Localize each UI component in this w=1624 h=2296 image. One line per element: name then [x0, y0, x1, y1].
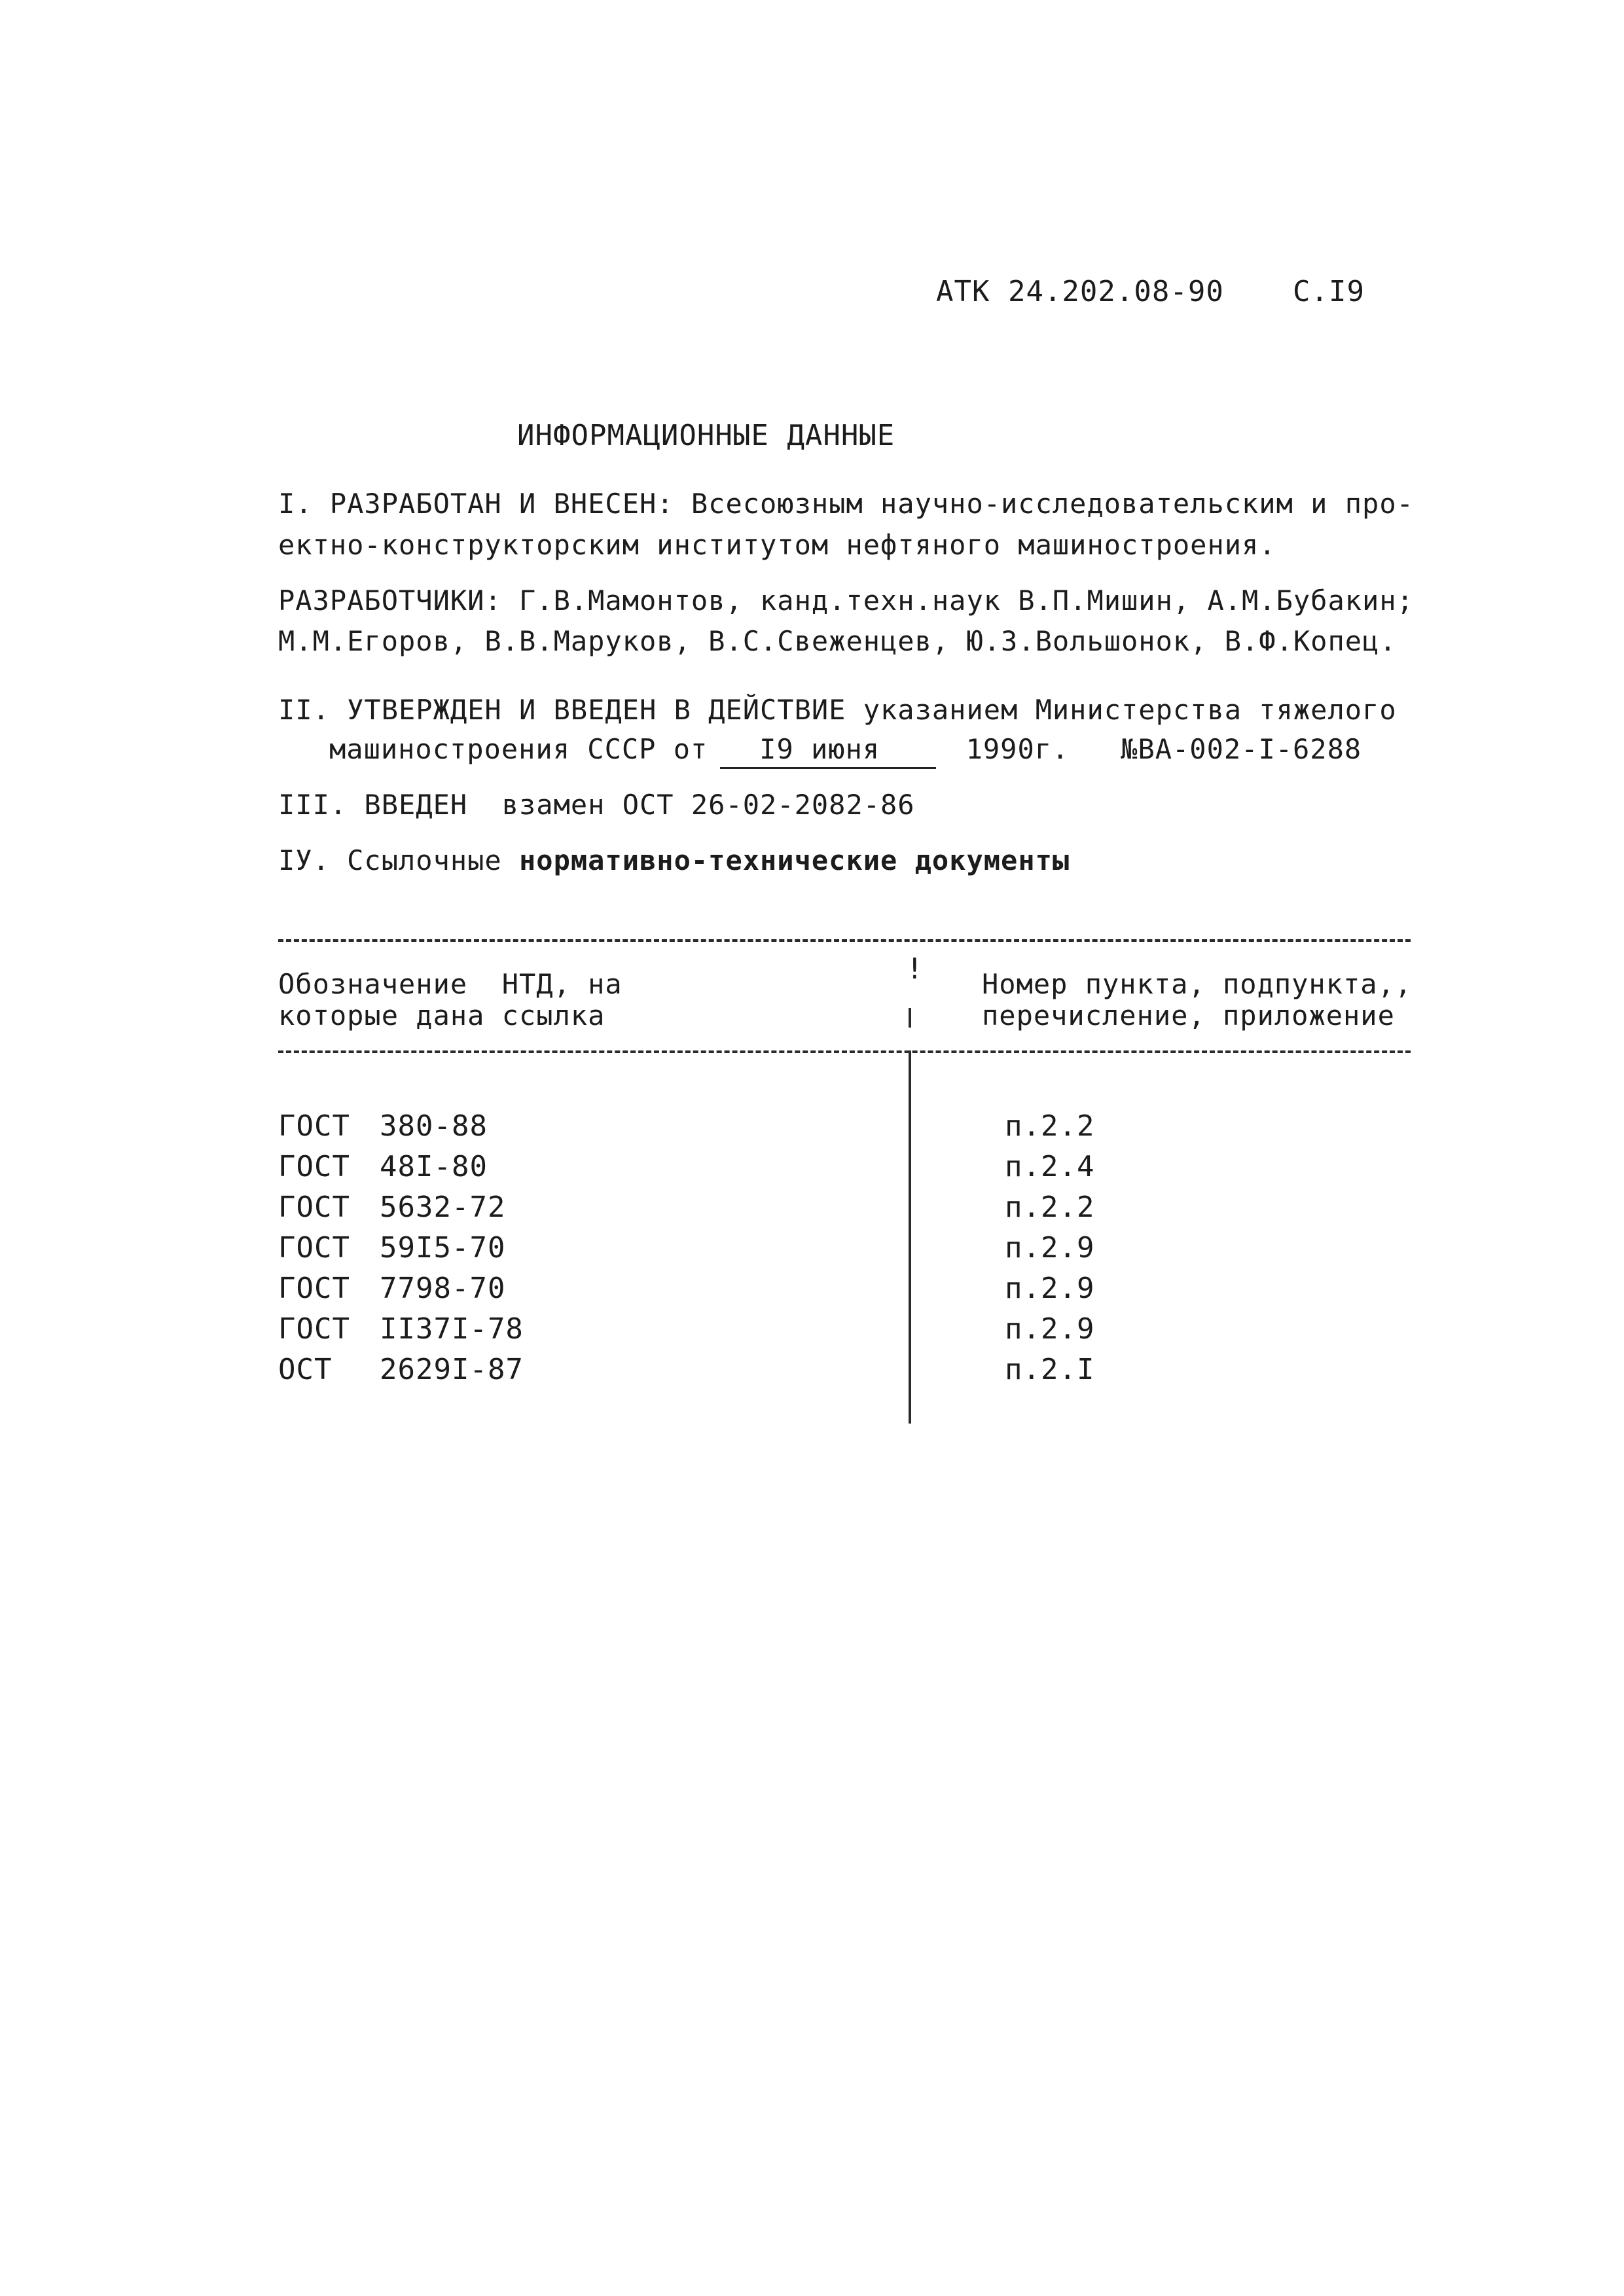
- column-divider-body: [909, 1050, 911, 1424]
- section4-prefix: IУ. Ссылочные: [278, 844, 520, 876]
- table-header-clause: Номер пункта, подпункта,, перечисление, приложение: [982, 968, 1413, 1031]
- section2-line1: II. УТВЕРЖДЕН И ВВЕДЕН В ДЕЙСТВИЕ указанием Министерства тяжелого: [278, 694, 1397, 726]
- row-doc-number: 7798-70: [380, 1272, 506, 1305]
- row-doc-type: ГОСТ: [278, 1231, 350, 1265]
- row-clause-ref: п.2.I: [1005, 1353, 1095, 1386]
- row-clause-ref: п.2.9: [1005, 1272, 1095, 1305]
- table-header-designation: Обозначение НТД, на которые дана ссылка: [278, 968, 623, 1031]
- row-doc-type: ОСТ: [278, 1353, 333, 1386]
- date-underline: [720, 767, 936, 769]
- row-doc-type: ГОСТ: [278, 1109, 350, 1143]
- page-number: С.I9: [1293, 275, 1365, 308]
- section4-line: [278, 844, 1070, 876]
- column-divider-header: [909, 1008, 911, 1028]
- section1-line2: ектно-конструкторским институтом нефтяного машиностроения.: [278, 529, 1276, 561]
- row-doc-type: ГОСТ: [278, 1150, 350, 1183]
- row-doc-number: 48I-80: [380, 1150, 488, 1183]
- row-doc-number: 2629I-87: [380, 1353, 524, 1386]
- table-header-rule: [278, 1050, 1411, 1053]
- developers-line2: М.М.Егоров, В.В.Маруков, В.С.Свеженцев, Ю.З.Вольшонок, В.Ф.Копец.: [278, 625, 1397, 657]
- developers-line1: РАЗРАБОТЧИКИ: Г.В.Мамонтов, канд.техн.наук В.П.Мишин, А.М.Бубакин;: [278, 584, 1414, 617]
- row-doc-number: 380-88: [380, 1109, 488, 1143]
- document-code: АТК 24.202.08-90: [936, 275, 1224, 308]
- section3-line: III. ВВЕДЕН взамен ОСТ 26-02-2082-86: [278, 789, 915, 821]
- section4-bold: нормативно-технические документы: [519, 844, 1070, 876]
- row-doc-type: ГОСТ: [278, 1272, 350, 1305]
- row-clause-ref: п.2.9: [1005, 1231, 1095, 1265]
- column-separator-mark: !: [906, 952, 924, 986]
- row-clause-ref: п.2.2: [1005, 1191, 1095, 1224]
- row-doc-number: 5632-72: [380, 1191, 506, 1224]
- row-clause-ref: п.2.4: [1005, 1150, 1095, 1183]
- page-title: ИНФОРМАЦИОННЫЕ ДАННЫЕ: [517, 419, 895, 452]
- section1-line1: I. РАЗРАБОТАН И ВНЕСЕН: Всесоюзным научно-исследовательским и про-: [278, 488, 1414, 520]
- row-doc-number: 59I5-70: [380, 1231, 506, 1265]
- row-doc-type: ГОСТ: [278, 1191, 350, 1224]
- row-doc-number: II37I-78: [380, 1312, 524, 1346]
- row-doc-type: ГОСТ: [278, 1312, 350, 1346]
- section2-line2: машиностроения СССР от I9 июня 1990г. №ВА-002-I-6288: [329, 733, 1362, 765]
- row-clause-ref: п.2.9: [1005, 1312, 1095, 1346]
- table-top-rule: [278, 939, 1411, 942]
- row-clause-ref: п.2.2: [1005, 1109, 1095, 1143]
